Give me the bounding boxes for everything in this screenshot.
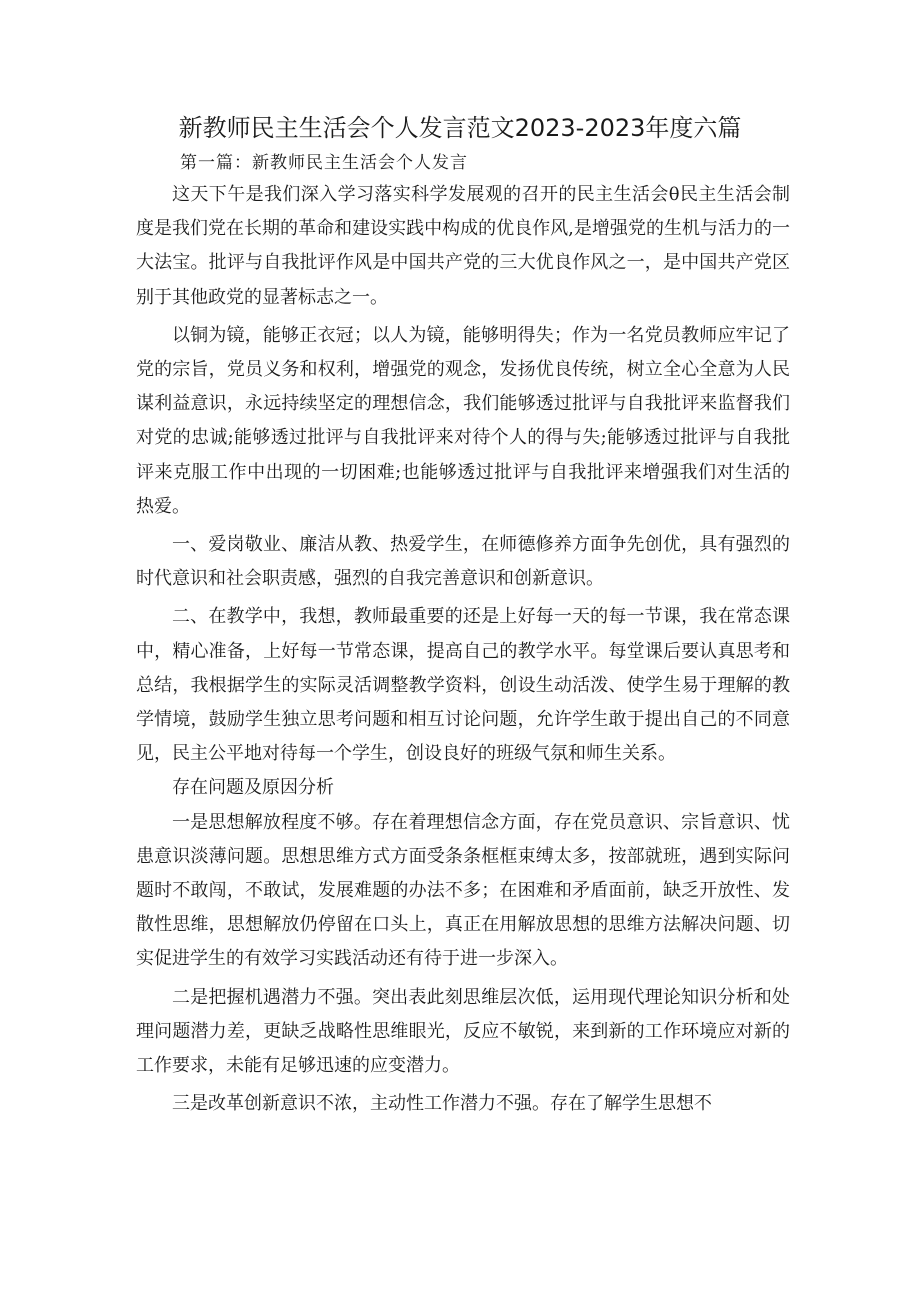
paragraph-intro: 这天下午是我们深入学习落实科学发展观的召开的民主生活会θ民主生活会制度是我们党在长期的革命和建设实践中构成的优良作风,是增强党的生机与活力的一大法宝。批评与自我批评作风是中国共产党的三大优良作风之一，是中国共产党区别于其他政党的显著标志之一。	[136, 184, 790, 308]
paragraph-problem-three: 三是改革创新意识不浓，主动性工作潜力不强。存在了解学生思想不	[172, 1093, 712, 1115]
paragraph-mirror: 以铜为镜，能够正衣冠；以人为镜，能够明得失；作为一名党员教师应牢记了党的宗旨，党员义务和权利，增强党的观念，发扬优良传统，树立全心全意为人民谋利益意识，永远持续坚定的理想信念，我们能够透过批评与自我批评来监督我们对党的忠诚;能够透过批评与自我批评来对待个人的得与失;能够透过批评与自我批评来克服工作中出现的一切困难;也能够透过批评与自我批评来增强我们对生活的热爱。	[136, 324, 790, 517]
document-title: 新教师民主生活会个人发言范文2023-2023年度六篇	[178, 114, 742, 142]
paragraph-problem-one: 一是思想解放程度不够。存在着理想信念方面，存在党员意识、宗旨意识、忧患意识淡薄问题。思想思维方式方面受条条框框束缚太多，按部就班，遇到实际问题时不敢闯，不敢试，发展难题的办法不多；在困难和矛盾面前，缺乏开放性、发散性思维，思想解放仍停留在口头上，真正在用解放思想的思维方法解决问题、切实促进学生的有效学习实践活动还有待于进一步深入。	[136, 811, 790, 970]
paragraph-point-one: 一、爱岗敬业、廉洁从教、热爱学生，在师德修养方面争先创优，具有强烈的时代意识和社会职责感，强烈的自我完善意识和创新意识。	[136, 534, 790, 590]
paragraph-problem-two: 二是把握机遇潜力不强。突出表此刻思维层次低，运用现代理论知识分析和处理问题潜力差，更缺乏战略性思维眼光，反应不敏锐，来到新的工作环境应对新的工作要求，未能有足够迅速的应变潜力。	[136, 986, 790, 1077]
paragraph-point-two: 二、在教学中，我想，教师最重要的还是上好每一天的每一节课，我在常态课中，精心准备，上好每一节常态课，提高自己的教学水平。每堂课后要认真思考和总结，我根据学生的实际灵活调整教学资料，创设生动活泼、使学生易于理解的教学情境，鼓励学生独立思考问题和相互讨论问题，允许学生敢于提出自己的不同意见，民主公平地对待每一个学生，创设良好的班级气氛和师生关系。	[136, 606, 790, 765]
section-heading: 第一篇：新教师民主生活会个人发言	[180, 153, 468, 173]
document-body	[136, 178, 790, 1121]
subheading-problems: 存在问题及原因分析	[172, 777, 334, 799]
